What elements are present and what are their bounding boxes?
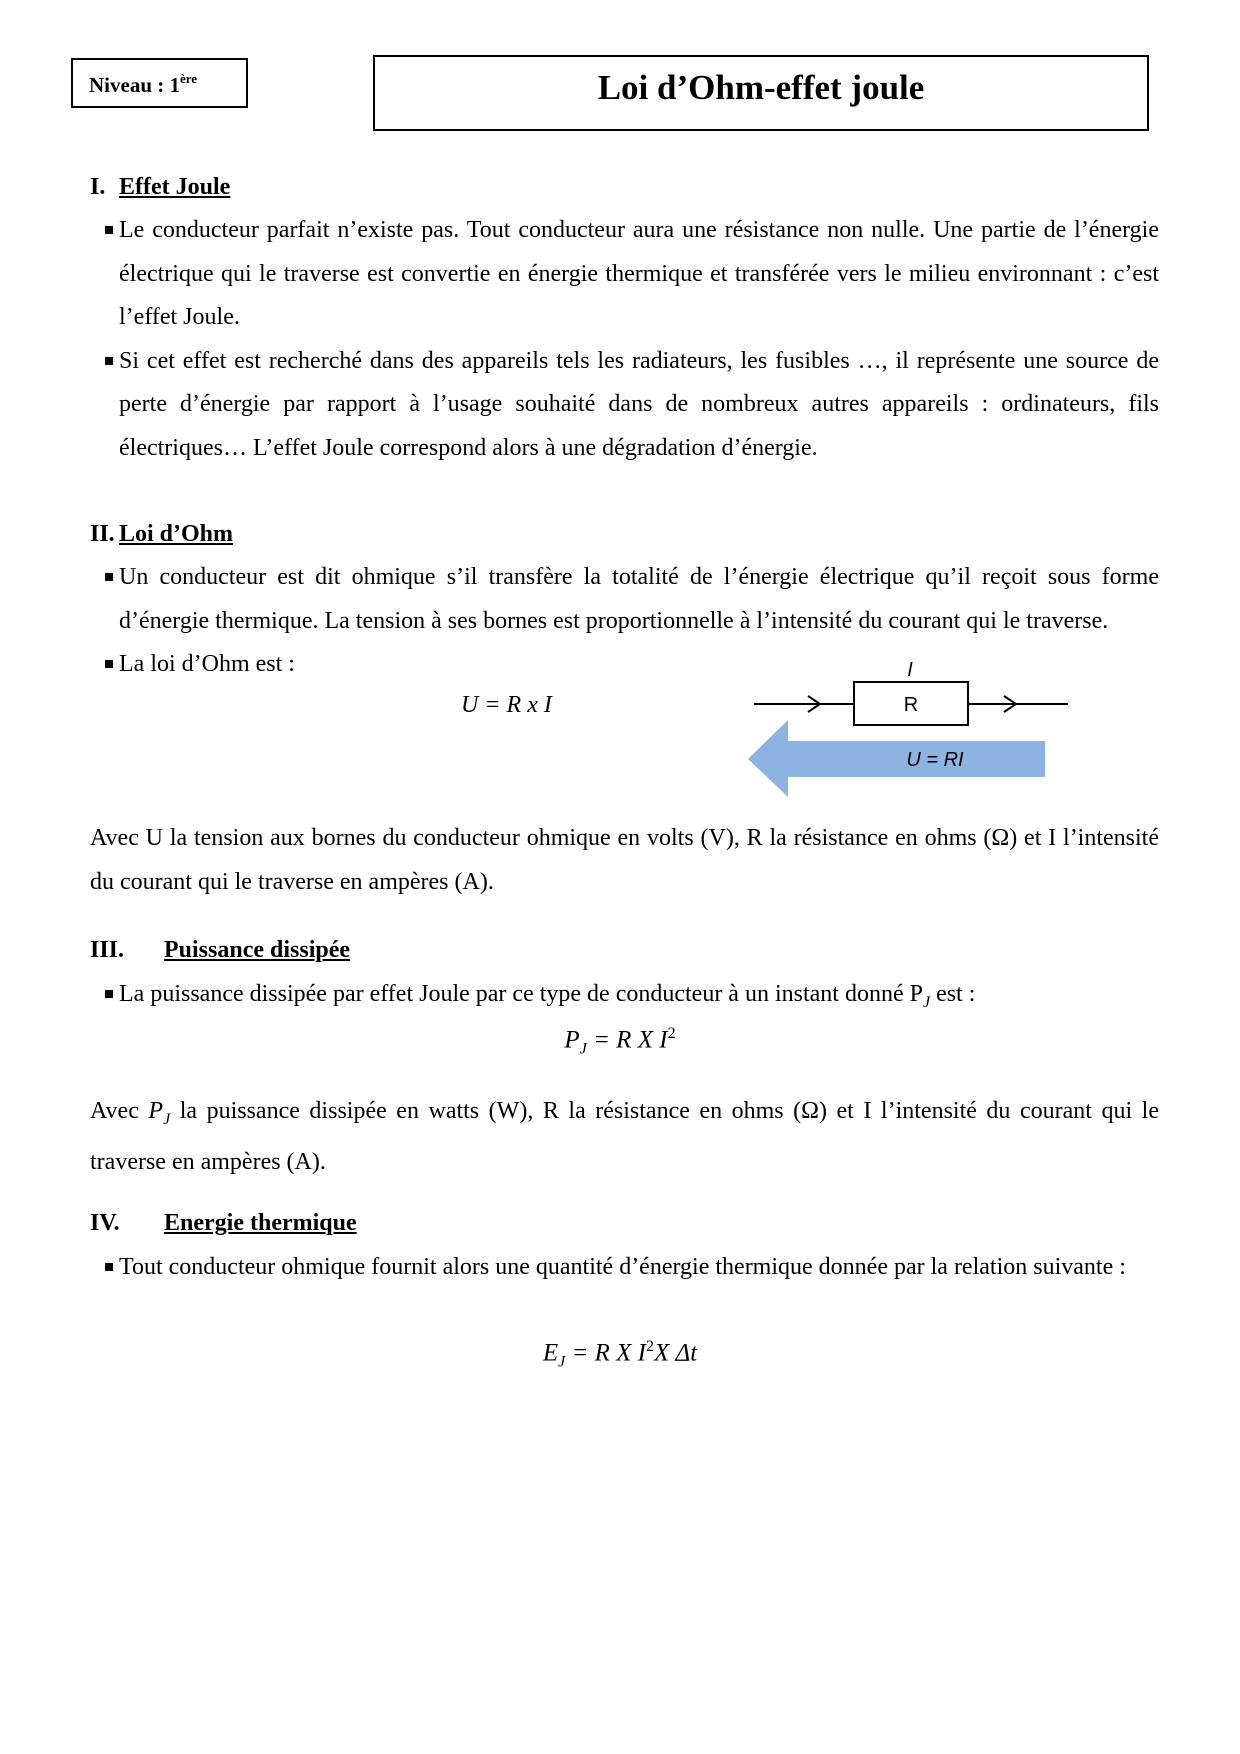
list-item: Le conducteur parfait n’existe pas. Tout conducteur aura une résistance non nulle. Une partie de l’énergie électrique qui le traverse est convertie en énergie thermique et transférée vers le milieu environnant : c’est l’effet Joule. — [119, 209, 1159, 340]
section-number: IV. — [90, 1210, 120, 1236]
bullet-square-icon — [105, 660, 113, 668]
section-number: I. — [90, 174, 106, 200]
bullet-list-4 — [119, 1246, 1159, 1290]
bullet-square-icon — [105, 1263, 113, 1271]
section-heading-2 — [90, 519, 233, 549]
voltage-arrow-icon — [748, 720, 1045, 797]
section-heading-1 — [90, 172, 230, 202]
level-box — [71, 58, 248, 108]
list-item: Un conducteur est dit ohmique s’il transfère la totalité de l’énergie électrique qu’il reçoit sous forme d’énergie thermique. La tension à ses bornes est proportionnelle à l’intensité du courant qui le traverse. — [119, 556, 1159, 643]
bullet-list-3 — [119, 973, 1159, 1024]
resistor-circuit-diagram — [748, 652, 1078, 802]
energy-formula: $E_J = R$ X $I^2X$ Δt — [542, 1338, 698, 1371]
ohm-law-note: Avec U la tension aux bornes du conducteur ohmique en volts (V), R la résistance en ohms (Ω) et I l’intensité du courant qui le traverse en ampères (A). — [90, 825, 1159, 895]
section-title: Energie thermique — [164, 1210, 357, 1236]
bullet-square-icon — [105, 357, 113, 365]
list-item: Si cet effet est recherché dans des appareils tels les radiateurs, les fusibles …, il représente une source de perte d’énergie par rapport à l’usage souhaité dans de nombreux autres appareils : ordinateurs, fils électriques… L’effet Joule correspond alors à une dégradation d’énergie. — [119, 340, 1159, 471]
section-heading-4 — [90, 1208, 357, 1238]
bullet-square-icon — [105, 226, 113, 234]
bullet-square-icon — [105, 573, 113, 581]
voltage-label: U = RI — [906, 749, 964, 771]
section-number: II. — [90, 521, 115, 547]
section-title: Effet Joule — [119, 174, 231, 200]
level-label: Niveau : 1 — [89, 73, 180, 97]
list-item: Tout conducteur ohmique fournit alors une quantité d’énergie thermique donnée par la relation suivante : — [119, 1246, 1159, 1290]
resistor-label: R — [903, 694, 919, 716]
section-title: Loi d’Ohm — [119, 521, 234, 547]
bullet-square-icon — [105, 990, 113, 998]
power-note: Avec $P_J$ la puissance dissipée en watts (W), R la résistance en ohms (Ω) et I l’intensité du courant qui le traverse en ampères (A). — [90, 1098, 1160, 1176]
section-number: III. — [90, 937, 125, 963]
list-item: La puissance dissipée par effet Joule par ce type de conducteur à un instant donné $P_J$ est : — [119, 973, 1159, 1024]
page-title: Loi d’Ohm-effet joule — [373, 55, 1149, 131]
ohm-law-formula: U = R x I — [461, 692, 552, 718]
section-title: Puissance dissipée — [164, 937, 351, 963]
list-item: La loi d’Ohm est : — [119, 643, 1159, 687]
bullet-list-1 — [119, 209, 1159, 470]
power-formula: $P_J = R$ X $I^2$ — [564, 1025, 676, 1058]
level-sup: ère — [180, 71, 198, 86]
section-heading-3 — [90, 935, 350, 965]
current-label: I — [907, 659, 913, 681]
